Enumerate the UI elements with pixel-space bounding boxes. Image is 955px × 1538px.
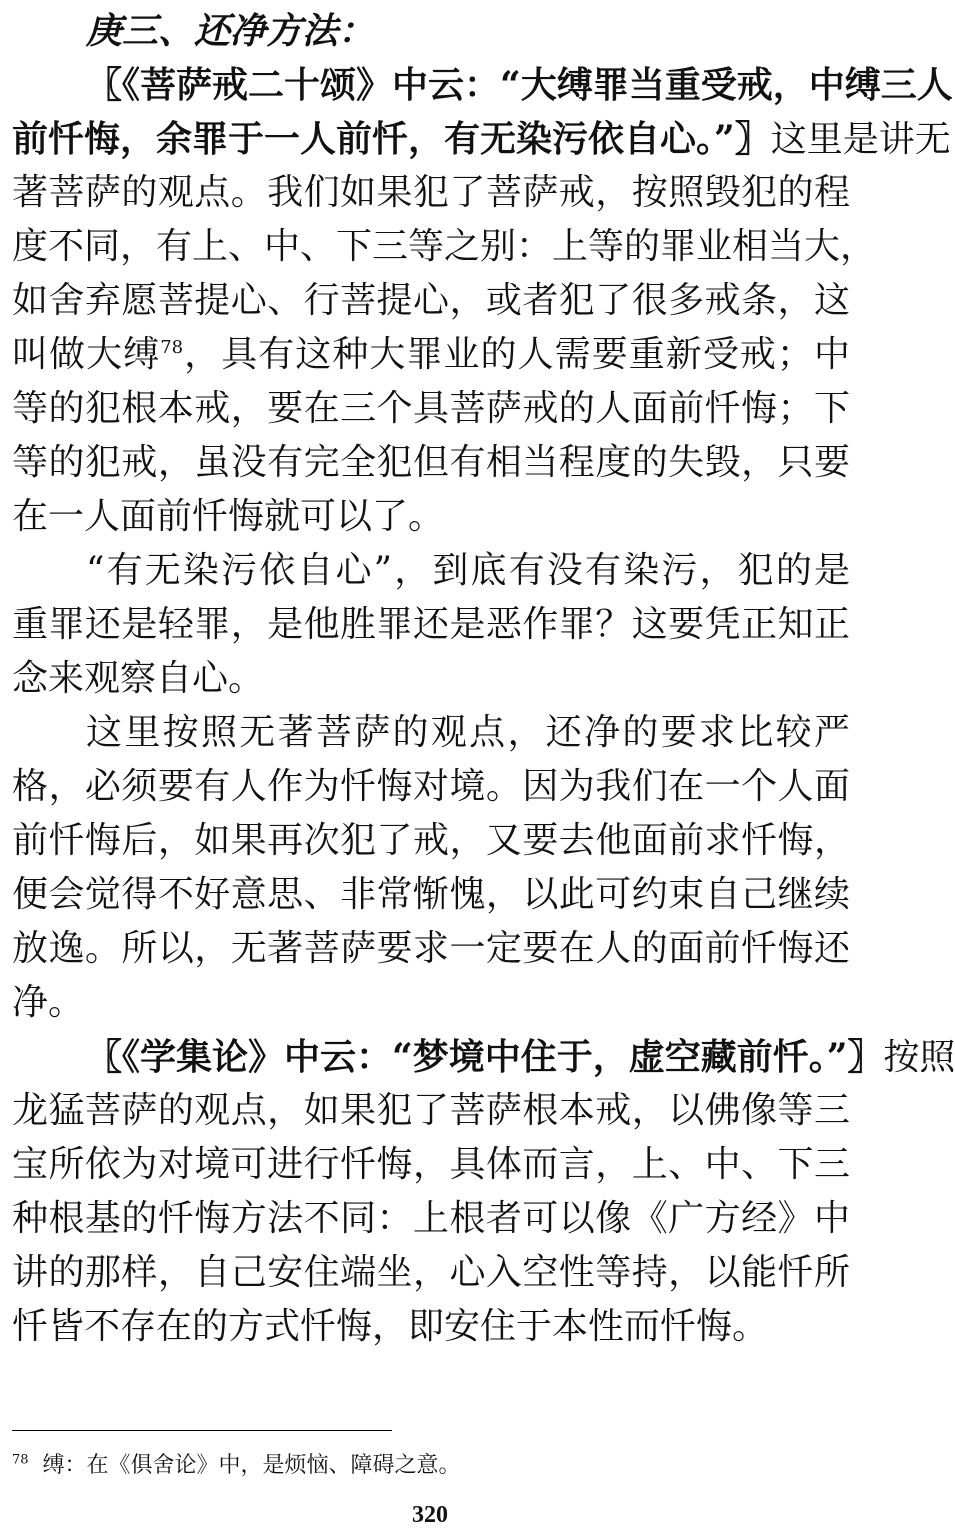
text-line: 便会觉得不好意思、非常惭愧，以此可约束自己继续	[12, 874, 850, 915]
text-line: 龙猛菩萨的观点，如果犯了菩萨根本戒，以佛像等三	[12, 1090, 850, 1131]
text-line: 放逸。所以，无著菩萨要求一定要在人的面前忏悔还	[12, 928, 850, 969]
footnote-ref: 78	[160, 337, 184, 358]
footnote	[12, 1450, 842, 1482]
text-line: 忏皆不存在的方式忏悔，即安住于本性而忏悔。	[12, 1306, 769, 1347]
bold-quote: 前忏悔，余罪于一人前忏，有无染污依自心。”〗	[12, 118, 771, 160]
text-line	[86, 1030, 955, 1084]
line-text: 这里是讲无	[770, 119, 951, 160]
text-line: 重罪还是轻罪，是他胜罪还是恶作罪？这要凭正知正	[12, 604, 850, 645]
bold-quote: 〖《菩萨戒二十颂》中云：“大缚罪当重受戒，中缚三人	[86, 64, 953, 106]
text-line	[86, 58, 953, 112]
page-number: 320	[412, 1502, 448, 1528]
footnote-number: 78	[12, 1452, 29, 1468]
text-line: 讲的那样，自己安住端坐，心入空性等持，以能忏所	[12, 1252, 850, 1293]
text-line: 在一人面前忏悔就可以了。	[12, 496, 445, 537]
footnote-text: 缚：在《俱舍论》中，是烦恼、障碍之意。	[42, 1453, 461, 1478]
footnote-divider	[12, 1430, 392, 1431]
bold-quote: 〖《学集论》中云：“梦境中住于，虚空藏前忏。”〗	[86, 1036, 884, 1078]
text-line: 宝所依为对境可进行忏悔，具体而言，上、中、下三	[12, 1144, 850, 1185]
text-line: 这里按照无著菩萨的观点，还净的要求比较严	[86, 712, 850, 753]
text-line: 前忏悔后，如果再次犯了戒，又要去他面前求忏悔，	[12, 820, 850, 861]
text-line: 格，必须要有人作为忏悔对境。因为我们在一个人面	[12, 766, 850, 807]
line-text: ，具有这种大罪业的人需要重新受戒；中	[183, 334, 850, 375]
text-line: “有无染污依自心”，到底有没有染污，犯的是	[86, 550, 850, 591]
line-text: 按照	[883, 1037, 955, 1078]
text-line: 净。	[12, 982, 85, 1023]
text-line: 念来观察自心。	[12, 658, 265, 699]
text-line: 等的犯根本戒，要在三个具菩萨戒的人面前忏悔；下	[12, 388, 850, 429]
text-line	[12, 112, 951, 166]
text-line: 度不同，有上、中、下三等之别：上等的罪业相当大，	[12, 226, 877, 267]
text-line: 如舍弃愿菩提心、行菩提心，或者犯了很多戒条，这	[12, 280, 850, 321]
text-line	[12, 328, 850, 382]
section-heading: 庚三、还净方法：	[86, 10, 375, 52]
text-line: 著菩萨的观点。我们如果犯了菩萨戒，按照毁犯的程	[12, 172, 850, 213]
line-text: 叫做大缚	[12, 334, 161, 375]
text-line: 等的犯戒，虽没有完全犯但有相当程度的失毁，只要	[12, 442, 850, 483]
text-line: 种根基的忏悔方法不同：上根者可以像《广方经》中	[12, 1198, 850, 1239]
